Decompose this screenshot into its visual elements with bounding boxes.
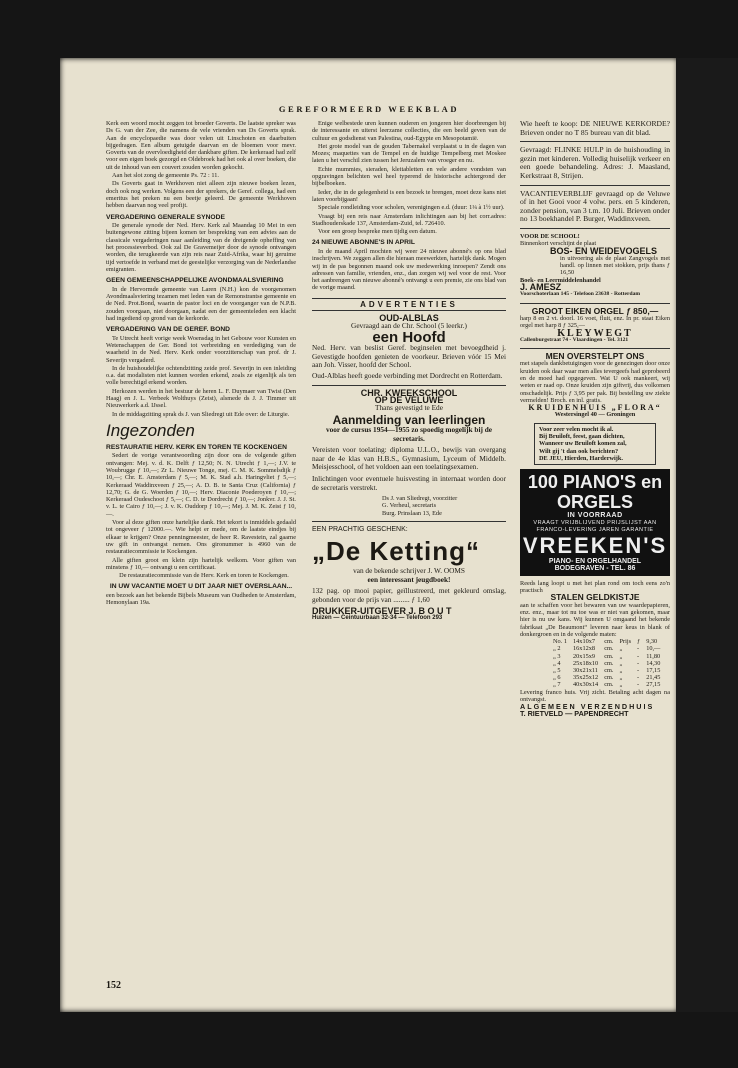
ad-headline: een Hoofd <box>372 328 446 346</box>
ad-kweekschool <box>312 387 506 517</box>
classified-ad: Wie heeft te koop: DE NIEUWE KERKORDE? Brieven onder no T 85 bureau van dit blad. <box>520 119 670 137</box>
table-cell: „ <box>619 681 623 689</box>
article-text: In de Hervormde gemeente van Laren (N.H.) kon de voorgenomen Avondmaalsviering tezamen met leden van de Remonstrantse gemeente en de Ned. Prot.Bond, waarin de pastor loci en de voorganger van de N.P.B. zouden voorgaan, niet doorgaan, nadat een der gemeenteleden een klacht had ingediend op grond van de kerkorde. <box>106 285 296 322</box>
ad-text: met stapels dankbetuigingen voor de genezingen door onze kruiden ook daar waar men alles tevergeefs had geprobeerd en de moed had opgegeven. Wat U ook mankeert, wij weten er raad op. Onze kruiden zijn giftvrij, dus volkomen onschadelijk. Prijs ƒ 3,95 per pak. Bij bestelling uw ziekte vermelden! Broch. en inl. gratis. <box>520 360 670 404</box>
table-cell: cm. <box>604 666 614 674</box>
ad-title: J. AMESZ <box>520 282 562 293</box>
ad-vogels <box>520 233 670 299</box>
ad-dejeu <box>534 423 656 465</box>
table-cell: cm. <box>604 645 614 653</box>
ad-text: Gevraagd aan de Chr. School (5 leerkr.) <box>351 321 467 331</box>
table-cell: - <box>637 674 640 682</box>
ad-text: Callenburgstraat 74 - Vlaardingen - Tel. 3121 <box>520 336 629 343</box>
table-cell: „ <box>619 652 623 660</box>
table-cell: „ 6 <box>553 674 561 682</box>
ad-signature: G. Verheul, secretaris <box>382 502 437 510</box>
advertisements-header: ADVERTENTIES <box>312 298 506 311</box>
table-cell: cm. <box>604 652 614 660</box>
ad-text: Vereisten voor toelating: diploma U.L.O., bewijs van overgang naar de 4e klas van H.B.S., Gymnasium, Lyceum of Middelb. Meisjesschool, of het voldoen aan een toelatingsexamen. <box>312 445 506 472</box>
ad-text: een interessant jeugdboek! <box>367 574 451 584</box>
article-text: Aan het slot zong de gemeente Ps. 72 : 11. <box>112 172 219 180</box>
table-cell: 10,— <box>646 645 661 653</box>
article-text: Speciale rondleiding voor scholen, verenigingen e.d. (duur: 1¼ à 1½ uur). <box>318 204 505 212</box>
article-text: In de middagzitting sprak ds J. van Sliedregt uit Ede over: de Liturgie. <box>112 410 290 418</box>
ad-text: 132 pag. op mooi papier, geïllustreerd, met gekleurd omslag, gebonden voor de prijs van ......... ƒ 1,60 <box>312 586 506 604</box>
table-cell: 14,30 <box>646 659 661 667</box>
article-heading: VERGADERING GENERALE SYNODE <box>106 213 225 221</box>
article-heading: VERGADERING VAN DE GEREF. BOND <box>106 326 230 334</box>
signature: De restauratiecommissie van de Herv. Kerk en toren te Kockengen. <box>119 572 289 580</box>
article-text: Sedert de vorige verantwoording zijn door ons de volgende giften ontvangen: Mej. v. d. K. Delft ƒ 12,50; N. N. Utrecht ƒ 1,—; J.V. te Woubrugge ƒ 10,—; Zr L. Nieuwe Tonge, mej. C. M. K. Sommelsdijk ƒ 10,—; Chr. E. Amsterdam ƒ 5,—; M. K. Stad a.h. Haringvliet ƒ 5,—; Kerkeraad Waddinxveen ƒ 25,—; A. D. B. te Santa Cruz (California) ƒ 12,70; G. de G. Woerden ƒ 10,—; Herv. Diaconie Poederoyen ƒ 10,—; Kerkeraad Oudeschoot ƒ 5,—; C. D. te Dordrecht ƒ 10,—; Jonkvr. J. J. St. v. L. te Cairo ƒ 10,—; J. v. K. Ouddorp ƒ 10,—; Mej. J. M. K. Zeist ƒ 10,—. <box>106 452 296 518</box>
article-text: Herkozen werden in het bestuur de heren L. F. Duymaer van Twist (Den Haag) en J. L. Verbeek Wolthuys (Zeist), alsmede ds J. J. Timmer uit Nieuwerkerk a.d. IJssel. <box>106 387 296 410</box>
ad-orgel <box>520 305 670 344</box>
article-text: Ieder, die in de gelegenheid is een bezoek te brengen, moet deze kans niet laten voorbijgaan! <box>312 188 506 203</box>
ad-text: Levering franco huis. Vrij zicht. Betaling acht dagen na ontvangst. <box>520 688 670 703</box>
newspaper-page <box>60 58 678 1012</box>
section-title: Ingezonden <box>106 420 195 440</box>
table-row <box>550 667 663 674</box>
ad-text: van de bekende schrijver J. W. OOMS <box>353 566 465 576</box>
table-cell: - <box>637 652 640 660</box>
ad-text: harp 8 en 2 vt. doorl. 16 voet, fluit, enz. In pr. staat Eiken orgel met harp 8 ƒ 325,— <box>520 314 670 330</box>
table-row <box>550 681 663 688</box>
article-text: De generale synode der Ned. Herv. Kerk zal Maandag 10 Mei in een buitengewone zitting bijeen komen ter bespreking van een advies aan de classicale vergaderingen naar aanleiding van de dreigende opheffing van het processieverbod. Ook zal De Gravemeijer door de synode ontvangen worden, die terugkeerde van zijn reis naar Zuid-Afrika, waar hij geruime tijd vertoefde in verband met de geestelijke verzorging van de Nederlandse emigranten. <box>106 222 296 273</box>
ad-text: Thans gevestigd te Ede <box>375 403 443 413</box>
ad-signature: Ds J. van Sliedregt, voorzitter <box>382 495 458 503</box>
table-cell: „ <box>619 659 623 667</box>
ad-title: KRUIDENHUIS „FLORA“ <box>528 403 662 413</box>
table-cell: 17,15 <box>646 666 661 674</box>
article-text: Kerk een woord mocht zeggen tot broeder Goverts. De laatste spreker was Ds G. van der Zee, die namens de vele vrienden van Ds Goverts sprak. Aan de encyclopaedie was door velen uit Linschoten en daarbuiten bijgedragen. Een album getuigde daarvan en de bloemen voor mevr. Goverts van de overvloedigheid der dankbare giften. De kerkeraad had zelf voor een eigen boek gezorgd en Oldebroek had het ook al over boeken, die uit de inhoud van een couvert zouden worden gekocht. <box>106 120 296 171</box>
article-text: Ds Goverts gaat in Werkhoven niet alleen zijn nieuwe boeken lezen, doch ook nog werken. Volgens een der sprekers, de Geref. collega, had een emeritus het preken nu een beetje geleerd. De gemeente Werkhoven hebben daarvan nog veel profijt. <box>106 180 296 210</box>
ad-title: T. RIETVELD — PAPENDRECHT <box>520 709 629 719</box>
ad-title: OUD-ALBLAS <box>379 313 439 324</box>
table-cell: 21,45 <box>646 674 661 682</box>
ad-text: VRAAGT VRIJBLIJVEND PRIJSLIJST AAN <box>533 519 657 526</box>
article-text: Alle giften groot en klein zijn hartelijk welkom. Voor giften van minstens ƒ 10,— ontvangt u een certificaat. <box>106 556 296 571</box>
table-cell: 40x30x14 <box>573 681 599 689</box>
table-cell: 30x21x11 <box>573 666 598 674</box>
ad-text: Ned. Herv. van beslist Geref. beginselen met bevoegdheid j. Gevestigde hoofden genieten de voorkeur. Brieven vóór 15 Mei aan Joh. Visser, hoofd der School. <box>312 343 506 370</box>
ad-title: CHR. KWEEKSCHOOL <box>360 387 458 398</box>
table-cell: 16x12x8 <box>573 645 596 653</box>
table-cell: - <box>637 645 640 653</box>
ad-text: Reeds lang loopt u met het plan rond om toch eens zo'n practisch <box>520 579 670 595</box>
table-cell: - <box>637 681 640 689</box>
table-cell: Prijs <box>619 638 632 646</box>
ad-vreeken <box>520 469 670 575</box>
ad-text: Huizen — Ceintuurbaan 32-34 — Telefoon 293 <box>312 614 443 621</box>
table-cell: „ 2 <box>553 645 561 653</box>
table-cell: 35x25x12 <box>573 674 599 682</box>
page-number: 152 <box>106 980 121 991</box>
ad-text: Boek- en Leermiddelenhandel <box>520 276 601 284</box>
article-text: Het grote model van de gouden Tabernakel verplaatst u in de dagen van Mozes; maquettes van de Tempel en de huidige Tempelberg met Moskee laten u het verschil zien tussen het Jeruzalem van vroeger en nu. <box>312 142 506 165</box>
table-row <box>550 653 663 660</box>
ad-text: DE JEU, Hierden, Harderwijk. <box>539 454 623 462</box>
ad-geldkistje <box>520 580 670 718</box>
ad-text: Wanneer uw Bruiloft komen zal, <box>539 440 627 448</box>
ad-text: Wilt gij 't dan ook berichten? <box>539 447 619 455</box>
table-cell: „ 3 <box>553 652 561 660</box>
column-2 <box>312 120 506 622</box>
column-3 <box>520 120 670 718</box>
table-cell: „ <box>619 645 623 653</box>
ad-text: PIANO- EN ORGELHANDEL <box>548 558 642 566</box>
table-cell: „ <box>619 666 623 674</box>
ad-headline: 100 PIANO'S en ORGELS <box>527 472 663 513</box>
table-cell: 25x18x10 <box>573 659 599 667</box>
ad-text: Oud-Alblas heeft goede verbinding met Dordrecht en Rotterdam. <box>312 371 503 380</box>
table-cell: „ 7 <box>553 681 561 689</box>
ad-text: IN VOORRAAD <box>567 512 623 520</box>
article-text: In de huishoudelijke ochtendzitting zeide prof. Severijn in een inleiding o.a. dat modalisten niet kunnen worden erkend, zoals ze eigenlijk als ten volle berechtigd erkend worden. <box>106 364 296 387</box>
ad-text: voor de cursus 1954—1955 zo spoedig mogelijk bij de secretaris. <box>325 425 493 443</box>
ad-text: BODEGRAVEN - TEL. 86 <box>554 565 636 573</box>
ad-text: Binnenkort verschijnt de plaat <box>520 240 597 248</box>
table-cell: 27,15 <box>646 681 661 689</box>
column-1 <box>106 120 296 608</box>
article-text: Enige welbestede uren kunnen ouderen en jongeren hier doorbrengen bij de interessante en uiterst leerzame collecties, die een beeld geven van de cultuur en godsdienst van Palestina, oud-Egypte en Mesopotamië. <box>312 120 506 142</box>
table-cell: 9,30 <box>646 638 658 646</box>
running-head: GEREFORMEERD WEEKBLAD <box>278 104 460 114</box>
article-heading: GEEN GEMEENSCHAPPELIJKE AVONDMAALSVIERING <box>106 277 284 285</box>
table-row <box>550 674 663 681</box>
table-cell: - <box>637 659 640 667</box>
ad-title: VOOR DE SCHOOL! <box>520 232 580 240</box>
article-text: Voor al deze giften onze hartelijke dank. Het tekort is inmiddels gedaald tot ongeveer ƒ 12000.—. Wie helpt er mede, om de laatste eindjes bij elkaar te krijgen? Onze penningmeester, de heer R. Ravestein, zal gaarne uw gift in ontvangst nemen. Ons gironummer is 4960 van de restauratiecommissie te Kockengen. <box>106 519 296 556</box>
ad-text: Voor zeer velen mocht ik al. <box>539 425 614 433</box>
ad-text: Westersingel 40 — Groningen <box>554 411 636 419</box>
article-text: Echte mummies, sieraden, kleitabletten en vele andere vondsten van opgravingen belichten wel heel typerend de historische achtergrond der bijbelboeken. <box>312 165 506 188</box>
table-cell: 20x15x9 <box>573 652 596 660</box>
table-cell: cm. <box>604 659 614 667</box>
ad-text: Bij Bruiloft, feest, gaan dichten, <box>539 433 625 441</box>
ad-text: Voorschoterlaan 145 - Telefoon 23638 - Rotterdam <box>520 291 641 298</box>
ad-text: aan te schaffen voor het bewaren van uw waardepapieren, enz. enz., maar tot nu toe was er niet van gekomen, maar hier is nu uw kans. Wij kunnen U omgaand het bekende fabrikaat „De Beaumont“ leveren naar keus in blank of donkergroen en in de volgende maten: <box>520 601 670 638</box>
table-cell: „ <box>619 674 623 682</box>
table-cell: „ 4 <box>553 659 561 667</box>
table-cell: cm. <box>604 638 614 646</box>
table-row <box>550 638 663 645</box>
classified-ad: Gevraagd: FLINKE HULP in de huishouding in gezin met kinderen. Volledig huiselijk verkeer en een goede behandeling. Adres: J. Maasland, Kerkstraat 8, Strijen. <box>520 145 670 180</box>
ad-title: STALEN GELDKISTJE <box>550 592 640 603</box>
article-text: Te Utrecht heeft vorige week Woensdag in het Gebouw voor Kunsten en Wetenschappen de Ger. Bond tot verbreiding en verdediging van de waarheid in de Ned. Herv. Kerk onder voorzitterschap van prof. dr J. Severijn vergaderd. <box>106 334 296 364</box>
ad-title: KLEYWEGT <box>557 327 633 339</box>
article-text: een bezoek aan het bekende Bijbels Museum van Oudheden te Amsterdam, Hemonylaan 19a. <box>106 591 296 607</box>
table-cell: 11,80 <box>646 652 661 660</box>
ad-headline: Aanmelding van leerlingen <box>332 412 486 427</box>
table-cell: „ 5 <box>553 666 561 674</box>
article-text: Voor een groep bespreke men tijdig een datum. <box>318 228 437 236</box>
ad-text: in uitvoering als de plaat Zangvogels met handl. op linnen met stokken, prijs thans ƒ 16,50 <box>560 254 670 277</box>
ad-signature: Burg. Prinslaan 13, Ede <box>382 509 442 517</box>
ad-headline: „De Ketting“ <box>312 536 480 567</box>
ad-headline: BOS- EN WEIDEVOGELS <box>550 245 658 256</box>
table-cell: cm. <box>604 674 614 682</box>
ad-title: GROOT EIKEN ORGEL ƒ 850,— <box>531 305 659 316</box>
table-cell: ƒ <box>637 638 641 646</box>
article-text: Vraagt bij een reis naar Amsterdam inlichtingen aan bij het corr.adres: Stadhouderskade 137, Amsterdam-Zuid, tel. 726410. <box>312 212 506 227</box>
ad-oud-alblas <box>312 315 506 381</box>
article-text: In de maand April mochten wij weer 24 nieuwe abonné's op ons blad inschrijven. We zeggen allen die hieraan meewerkten, hartelijk dank. Mogen wij in de pas begonnen maand ook uw medewerking inroepen? Zendt ons adressen van familie, vrienden, enz., dan zorgen wij wel voor de rest. Voor het aanbrengen van nieuwe abonné's ontvangt u een premie, zie ons blad van de vorige maand. <box>312 247 506 292</box>
table-cell: 14x10x7 <box>573 638 596 646</box>
ad-title: ALGEMEEN VERZENDHUIS <box>520 702 655 712</box>
table-cell: - <box>637 666 640 674</box>
ad-text: FRANCO-LEVERING JAREN GARANTIE <box>536 526 654 533</box>
ad-text: Inlichtingen voor eventuele huisvesting in internaat worden door de secretaris verstrekt. <box>312 474 506 492</box>
article-heading: IN UW VACANTIE MOET U DIT JAAR NIET OVERSLAAN... <box>109 583 293 591</box>
ad-title: DRUKKER-UITGEVER J. B O U T <box>312 605 452 616</box>
table-row <box>550 645 663 652</box>
ad-title: OP DE VELUWE <box>374 394 444 405</box>
ad-text: EEN PRACHTIG GESCHENK: <box>312 525 408 533</box>
article-heading: 24 NIEUWE ABONNE'S IN APRIL <box>312 239 415 247</box>
ad-de-ketting <box>312 526 506 622</box>
ad-flora <box>520 353 670 419</box>
table-row <box>550 660 663 667</box>
ad-brand: VREEKEN'S <box>522 533 668 559</box>
classified-ad: VACANTIEVERBLIJF gevraagd op de Veluwe of in het Gooi voor 4 volw. pers. en 5 kinderen, zonder pension, van 3 t.m. 10 Juli. Brieven onder no 13 boekhandel P. Burger, Waddinxveen. <box>520 188 670 224</box>
ad-title: MEN OVERSTELPT ONS <box>545 351 645 362</box>
price-table <box>550 638 663 688</box>
article-heading: RESTAURATIE HERV. KERK EN TOREN TE KOCKENGEN <box>106 443 287 451</box>
table-cell: No. 1 <box>553 638 567 646</box>
table-cell: cm. <box>604 681 614 689</box>
